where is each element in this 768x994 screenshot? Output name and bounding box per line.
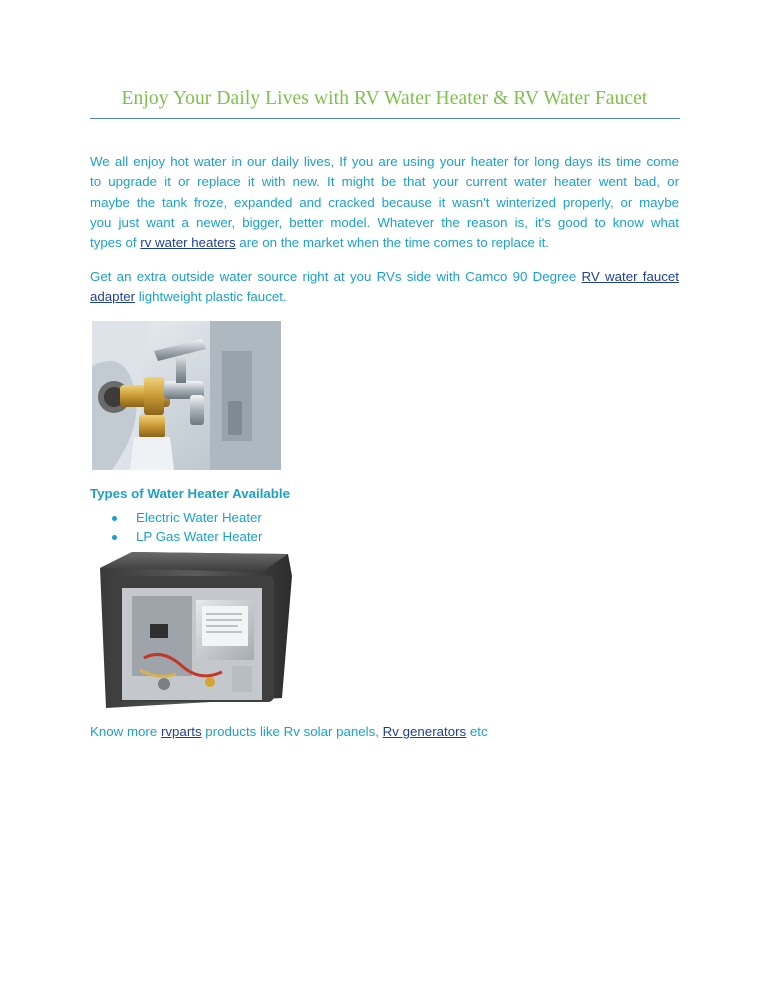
bullet-icon (112, 535, 117, 540)
faucet-photo (92, 321, 281, 470)
bullet-icon (112, 516, 117, 521)
faucet-line-1-start: Get an extra outside water source right at you RVs side with Camco 90 Degree (90, 269, 582, 284)
rv-water-faucet-link[interactable]: RV water faucet (581, 269, 679, 284)
rv-water-heaters-link[interactable]: rv water heaters (140, 235, 236, 251)
types-heading: Types of Water Heater Available (90, 486, 291, 501)
list-item (112, 528, 262, 547)
faucet-paragraph (90, 267, 679, 308)
page-title: Enjoy Your Daily Lives with RV Water Heater & RV Water Faucet (121, 88, 648, 109)
intro-line-3: maybe the tank froze, expanded and cracked because it wasn't winterized properly, or maybe (90, 194, 679, 210)
title-underline-rule (90, 118, 680, 119)
intro-line-5-end: are on the market when the time comes to replace it. (235, 235, 549, 251)
list-item (112, 509, 262, 528)
water-heater-photo (92, 548, 300, 720)
intro-line-1: We all enjoy hot water in our daily lives, If you are using your heater for long days its time come (90, 154, 679, 169)
intro-line-5 (90, 233, 679, 253)
faucet-line-2-end: lightweight plastic faucet. (135, 289, 287, 305)
intro-line-5-start: types of (90, 235, 141, 251)
heater-types-list (112, 509, 262, 546)
list-item-label: LP Gas Water Heater (136, 528, 263, 544)
faucet-adapter-link[interactable]: adapter (90, 289, 136, 305)
intro-paragraph (90, 152, 679, 253)
rv-generators-link[interactable]: Rv generators (382, 724, 467, 739)
rvparts-link[interactable]: rvparts (160, 724, 202, 739)
list-item-label: Electric Water Heater (136, 510, 262, 525)
intro-line-4: you just want a newer, bigger, better model. Whatever the reason is, it's good to know what (90, 214, 679, 230)
footer-text-start: Know more (90, 724, 161, 739)
more-products-line (90, 724, 488, 739)
faucet-line-2 (90, 287, 679, 307)
footer-text-end: etc (466, 724, 488, 739)
water-heater-photo-graphic (92, 548, 300, 720)
faucet-line-1 (90, 267, 679, 287)
faucet-photo-graphic (92, 321, 281, 470)
footer-text-middle: products like Rv solar panels, (201, 724, 383, 739)
intro-line-2: to upgrade it or replace it with new. It might be that your current water heater went bad, or (90, 174, 679, 190)
